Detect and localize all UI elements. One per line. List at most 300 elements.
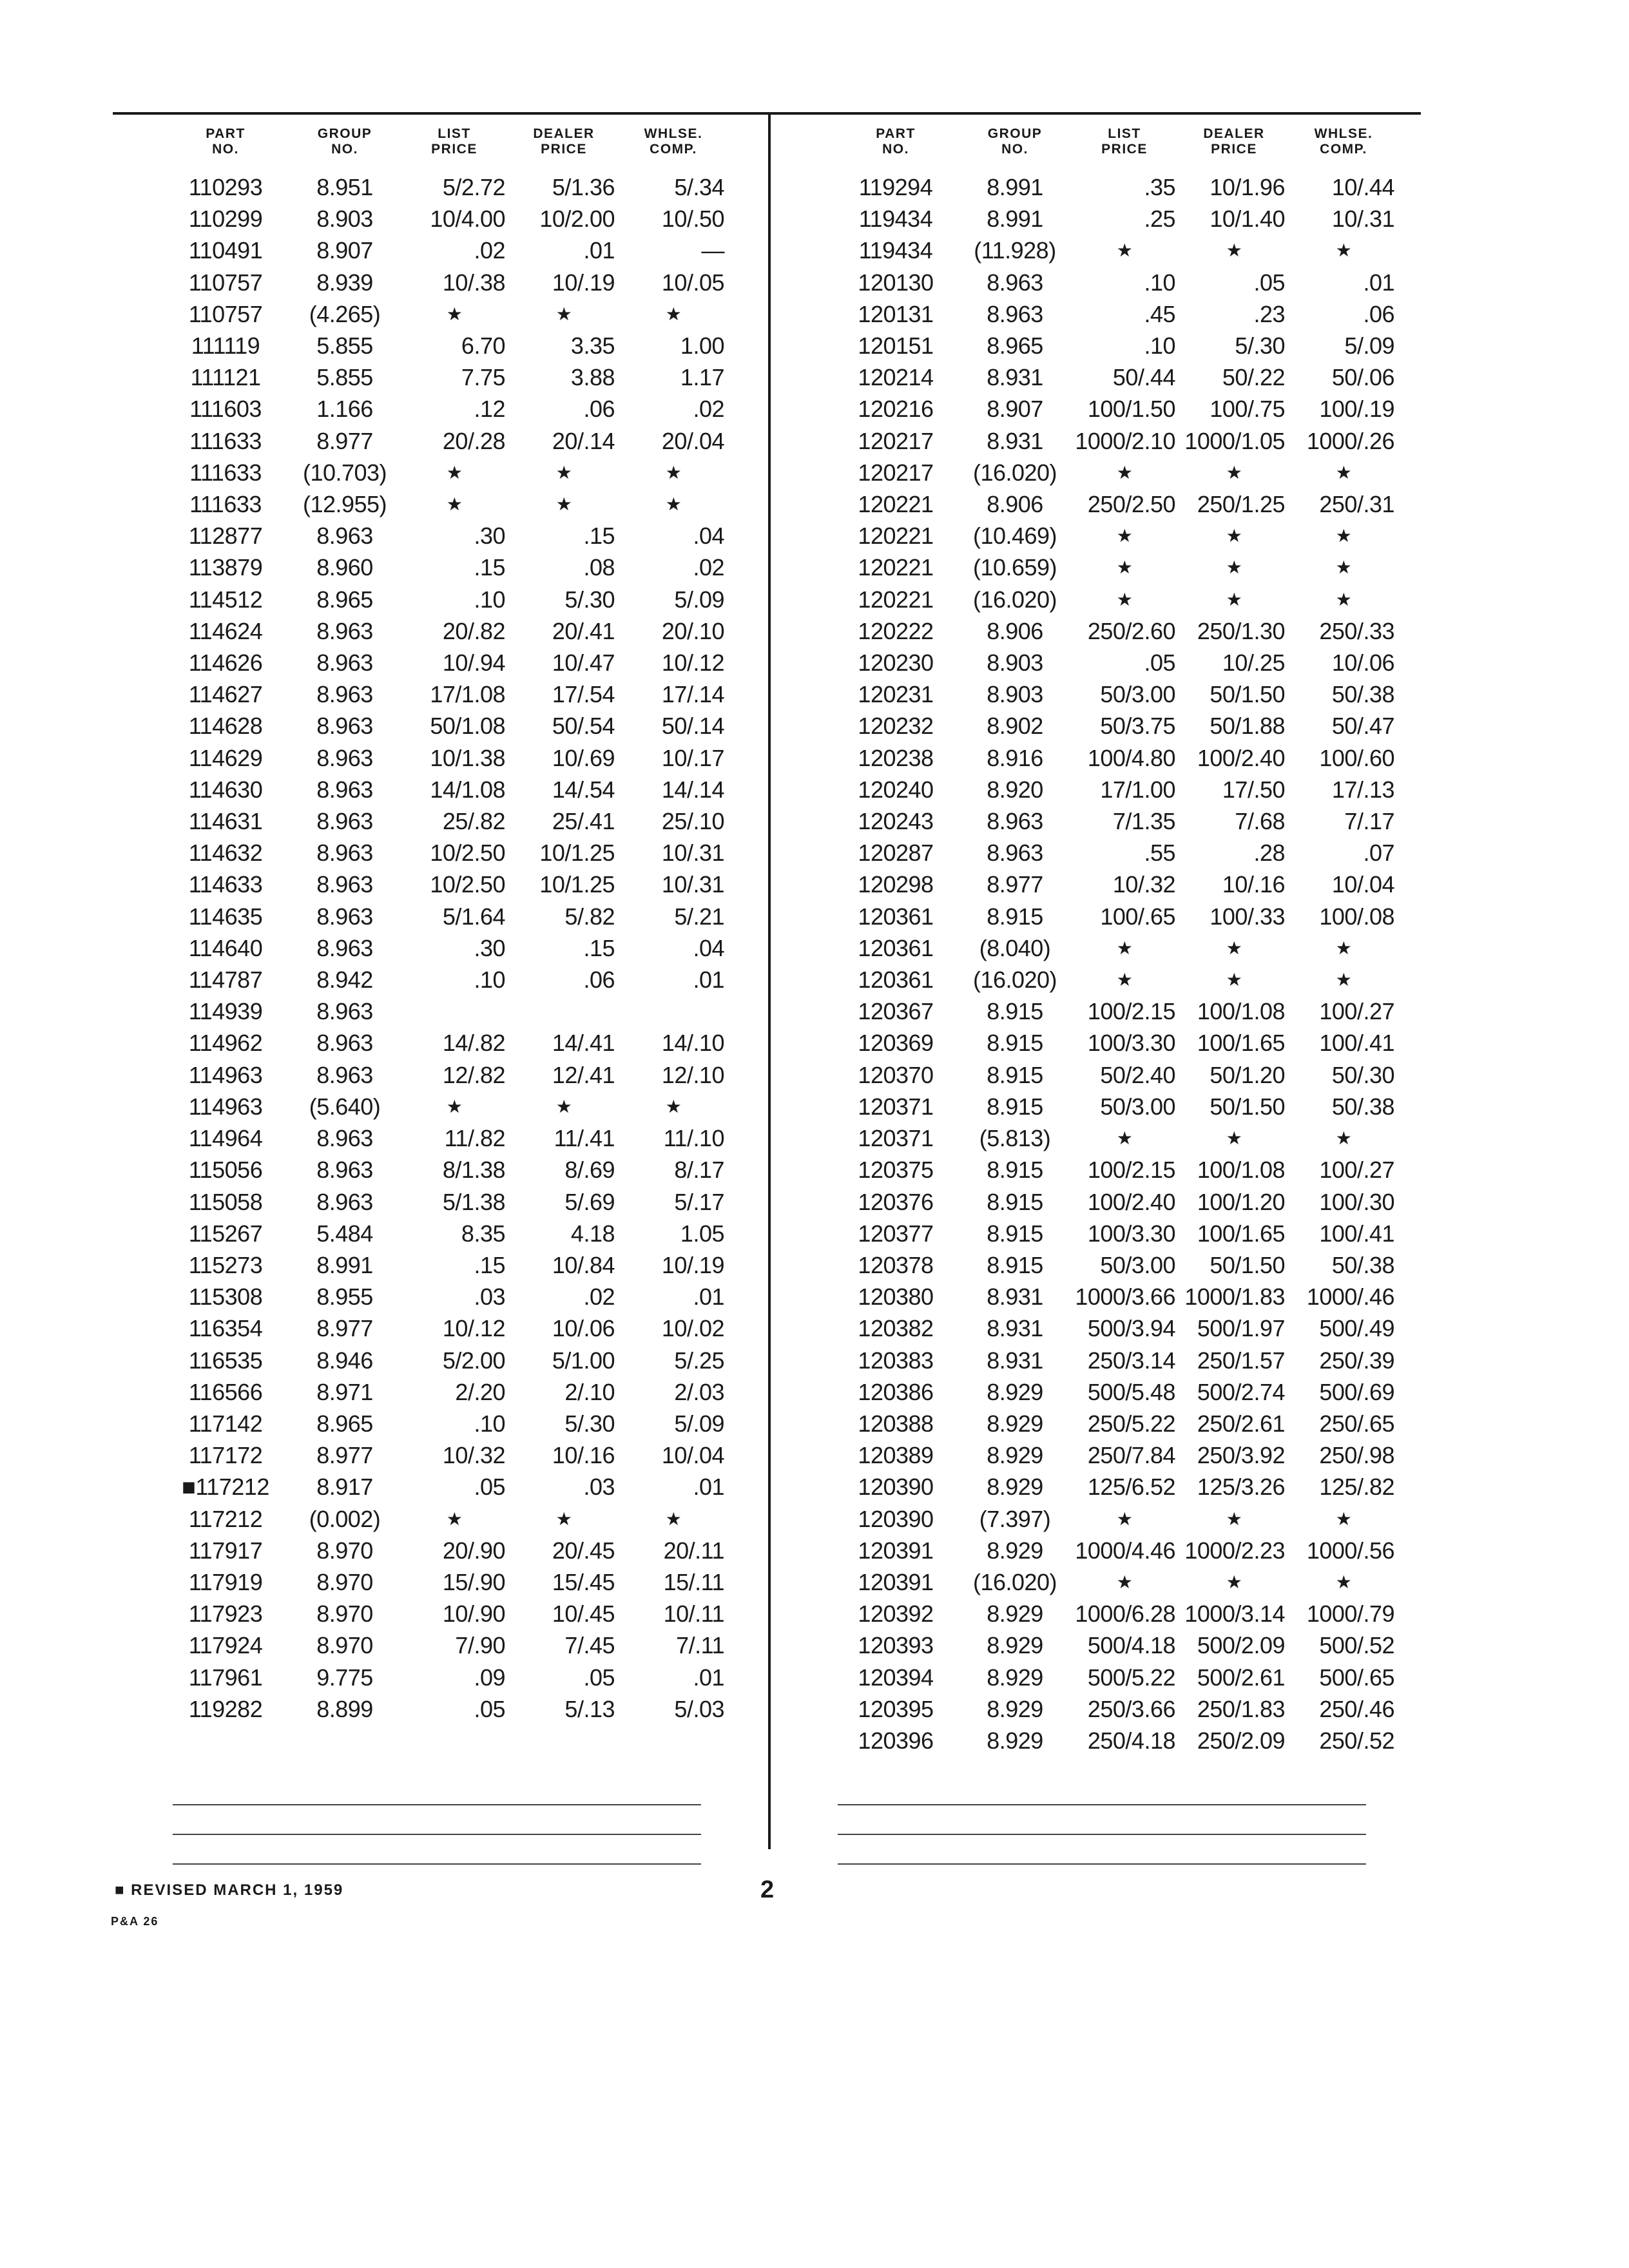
dealer-price-cell: 10/.16 <box>552 1442 615 1469</box>
table-row <box>831 837 1398 869</box>
dealer-price-cell: 250/1.83 <box>1197 1695 1285 1722</box>
whlse-comp-cell: 1.17 <box>680 364 724 391</box>
group-no-cell: 8.963 <box>316 744 373 771</box>
part-no-cell: 117212 <box>188 1505 263 1532</box>
table-row <box>831 774 1398 805</box>
group-no-cell: 8.903 <box>316 206 373 233</box>
group-no-cell: 8.970 <box>316 1537 373 1564</box>
part-no-cell: 120392 <box>858 1600 934 1628</box>
table-row <box>831 742 1398 774</box>
list-price-cell: .10 <box>474 586 505 613</box>
whlse-comp-cell: 50/.14 <box>661 713 724 740</box>
group-no-cell: 9.775 <box>316 1664 373 1691</box>
dealer-price-cell: 5/.13 <box>564 1695 615 1722</box>
group-no-cell: 8.915 <box>987 1251 1043 1278</box>
whlse-comp-header: WHLSE. COMP. <box>1314 126 1373 157</box>
group-no-cell: 8.991 <box>987 174 1043 200</box>
group-no-cell: 8.963 <box>316 713 373 740</box>
table-row <box>831 1725 1398 1756</box>
whlse-comp-cell: 100/.19 <box>1319 396 1394 423</box>
group-no-header: GROUP NO. <box>987 126 1043 157</box>
part-no-cell: 120382 <box>858 1315 934 1342</box>
header-row <box>831 126 1398 171</box>
group-no-cell: 8.963 <box>316 1157 373 1184</box>
group-no-cell: 5.855 <box>316 364 373 391</box>
table-row <box>831 488 1398 520</box>
list-price-cell: .15 <box>474 554 505 581</box>
part-no-cell: 120361 <box>858 966 934 994</box>
table-row <box>161 1598 728 1629</box>
table-row <box>161 869 728 900</box>
part-no-cell: 120390 <box>858 1474 934 1501</box>
list-price-cell: 7/1.35 <box>1112 808 1175 835</box>
group-no-cell: 8.963 <box>316 617 373 644</box>
part-no-cell: 111119 <box>191 332 260 360</box>
table-row <box>161 647 728 678</box>
table-row <box>831 1503 1398 1535</box>
table-row <box>831 1693 1398 1725</box>
table-row <box>831 298 1398 330</box>
group-no-cell: 8.929 <box>987 1727 1043 1754</box>
table-row <box>161 1629 728 1661</box>
dealer-price-cell: ★ <box>555 1508 572 1529</box>
list-price-cell: 50/2.40 <box>1100 1061 1175 1088</box>
list-price-cell: 10/1.38 <box>430 744 505 771</box>
table-row <box>831 805 1398 837</box>
group-no-cell: (12.955) <box>302 491 387 518</box>
list-price-cell: 14/1.08 <box>430 776 505 803</box>
right-table-body <box>831 171 1398 1756</box>
whlse-comp-cell: 500/.65 <box>1319 1664 1394 1691</box>
list-price-cell: ★ <box>1116 589 1133 610</box>
whlse-comp-cell: .02 <box>693 396 724 423</box>
part-no-cell: 120378 <box>858 1251 934 1278</box>
table-row <box>831 1662 1398 1693</box>
whlse-comp-cell: 10/.02 <box>661 1315 724 1342</box>
table-row <box>831 1154 1398 1186</box>
whlse-comp-cell: 5/.03 <box>674 1695 724 1722</box>
dealer-price-header: DEALER PRICE <box>533 126 595 157</box>
dealer-price-cell: 50/1.88 <box>1210 713 1285 740</box>
whlse-comp-cell: 15/.11 <box>663 1568 724 1595</box>
whlse-comp-cell: 5/.25 <box>674 1347 724 1374</box>
part-no-cell: 120389 <box>858 1442 934 1469</box>
list-price-cell: ★ <box>446 1096 463 1117</box>
whlse-comp-cell: 8/.17 <box>674 1157 724 1184</box>
list-price-cell: 50/3.75 <box>1100 713 1175 740</box>
table-row <box>161 1408 728 1439</box>
table-row <box>161 742 728 774</box>
table-row <box>161 267 728 298</box>
whlse-comp-cell: 20/.10 <box>661 617 724 644</box>
table-row <box>161 1535 728 1566</box>
table-row <box>161 615 728 647</box>
group-no-cell: 8.963 <box>987 300 1043 327</box>
list-price-cell: 10/.94 <box>442 649 505 677</box>
table-row <box>161 1027 728 1059</box>
part-no-cell: 120383 <box>858 1347 934 1374</box>
group-no-cell: 8.929 <box>987 1600 1043 1628</box>
part-no-cell: 114640 <box>188 934 263 961</box>
header-row <box>161 126 728 171</box>
whlse-comp-cell: 250/.65 <box>1319 1410 1394 1437</box>
table-row <box>831 520 1398 552</box>
part-no-cell: 114629 <box>188 744 263 771</box>
list-price-cell: .45 <box>1144 300 1175 327</box>
whlse-comp-cell: 11/.10 <box>663 1125 724 1152</box>
list-price-cell: 20/.82 <box>442 617 505 644</box>
group-no-cell: 8.929 <box>987 1695 1043 1722</box>
part-no-cell: 120221 <box>858 554 934 581</box>
list-price-cell: 25/.82 <box>442 808 505 835</box>
part-no-cell: 120214 <box>858 364 934 391</box>
dealer-price-cell: 3.35 <box>570 332 615 360</box>
table-row <box>831 1439 1398 1471</box>
part-no-cell: 114631 <box>188 808 263 835</box>
part-no-cell: 117924 <box>188 1632 263 1659</box>
group-no-cell: 8.963 <box>316 808 373 835</box>
part-no-cell: 120131 <box>858 300 934 327</box>
part-no-cell: 114964 <box>188 1125 263 1152</box>
group-no-cell: 5.484 <box>316 1220 373 1247</box>
list-price-cell: 50/3.00 <box>1100 1251 1175 1278</box>
dealer-price-cell: 7/.45 <box>564 1632 615 1659</box>
part-no-cell: 120221 <box>858 491 934 518</box>
whlse-comp-cell: 20/.04 <box>661 427 724 454</box>
list-price-cell: ★ <box>446 462 463 483</box>
whlse-comp-cell: ★ <box>1335 970 1352 990</box>
left-price-column <box>161 126 728 1725</box>
whlse-comp-cell: 100/.41 <box>1319 1220 1394 1247</box>
list-price-cell: ★ <box>1116 1508 1133 1529</box>
dealer-price-cell: 50/1.50 <box>1210 1093 1285 1120</box>
group-no-cell: 8.963 <box>987 269 1043 296</box>
group-no-header: GROUP NO. <box>317 126 372 157</box>
part-no-cell: 120243 <box>858 808 934 835</box>
dealer-price-cell: 1000/3.14 <box>1184 1600 1285 1628</box>
table-row <box>161 1154 728 1186</box>
part-no-cell: 114939 <box>188 998 263 1025</box>
dealer-price-cell: 50/1.20 <box>1210 1061 1285 1088</box>
dealer-price-header: DEALER PRICE <box>1203 126 1265 157</box>
whlse-comp-cell: 17/.14 <box>661 681 724 708</box>
group-no-cell: 8.929 <box>987 1632 1043 1659</box>
part-no-cell: 114630 <box>188 776 263 803</box>
table-row <box>161 1471 728 1503</box>
whlse-comp-cell: 10/.44 <box>1331 174 1394 200</box>
dealer-price-cell: 10/1.25 <box>539 871 615 898</box>
blank-rule <box>838 1834 1366 1835</box>
whlse-comp-cell: 14/.14 <box>661 776 724 803</box>
list-price-cell: 1000/6.28 <box>1075 1600 1175 1628</box>
dealer-price-cell: 50/1.50 <box>1210 681 1285 708</box>
table-row <box>161 995 728 1027</box>
dealer-price-cell: 50/.54 <box>552 713 615 740</box>
part-no-cell: 111633 <box>189 427 262 454</box>
whlse-comp-cell: 50/.47 <box>1331 713 1394 740</box>
list-price-cell: .10 <box>1144 269 1175 296</box>
group-no-cell: 8.963 <box>316 871 373 898</box>
column-divider <box>768 115 771 1849</box>
whlse-comp-cell: 10/.31 <box>1331 206 1394 233</box>
list-price-cell: ★ <box>1116 970 1133 990</box>
table-row <box>161 901 728 932</box>
group-no-cell: 8.970 <box>316 1568 373 1595</box>
table-row <box>831 425 1398 457</box>
list-price-cell: 250/2.60 <box>1087 617 1175 644</box>
part-no-cell: 116535 <box>188 1347 263 1374</box>
part-no-header: PART NO. <box>206 126 246 157</box>
list-price-cell: 6.70 <box>461 332 505 360</box>
table-row <box>831 1281 1398 1312</box>
list-price-cell: 250/7.84 <box>1087 1442 1175 1469</box>
dealer-price-cell: .06 <box>583 396 615 423</box>
table-row <box>831 235 1398 266</box>
dealer-price-cell: 100/.33 <box>1210 903 1285 930</box>
page-number: 2 <box>760 1876 775 1903</box>
dealer-price-cell: .02 <box>583 1283 615 1311</box>
list-price-cell: ★ <box>1116 557 1133 578</box>
list-price-cell: .02 <box>474 237 505 264</box>
list-price-cell: 20/.90 <box>442 1537 505 1564</box>
dealer-price-cell: ★ <box>1226 970 1242 990</box>
dealer-price-cell: 20/.41 <box>552 617 615 644</box>
part-no-cell: 112877 <box>188 523 263 550</box>
blank-rule <box>838 1863 1366 1865</box>
group-no-cell: 8.963 <box>316 840 373 867</box>
table-row <box>831 393 1398 425</box>
part-no-cell: 120221 <box>858 586 934 613</box>
list-price-cell: 500/5.48 <box>1087 1378 1175 1405</box>
whlse-comp-cell: 10/.31 <box>661 871 724 898</box>
whlse-comp-cell: 100/.30 <box>1319 1188 1394 1215</box>
part-no-cell: 120361 <box>858 903 934 930</box>
whlse-comp-cell: .01 <box>693 1283 724 1311</box>
part-no-cell: 119294 <box>858 174 933 200</box>
dealer-price-cell: 100/1.65 <box>1197 1030 1285 1057</box>
table-row <box>161 805 728 837</box>
whlse-comp-cell: .02 <box>693 554 724 581</box>
table-row <box>161 1503 728 1535</box>
table-row <box>161 837 728 869</box>
table-row <box>831 1376 1398 1408</box>
group-no-cell: 8.917 <box>316 1474 373 1501</box>
group-no-cell: 8.906 <box>987 491 1043 518</box>
dealer-price-cell: 1000/1.05 <box>1184 427 1285 454</box>
table-row <box>831 995 1398 1027</box>
group-no-cell: 8.991 <box>987 206 1043 233</box>
table-row <box>161 1281 728 1312</box>
whlse-comp-cell: 7/.11 <box>676 1632 724 1659</box>
group-no-cell: 8.955 <box>316 1283 373 1311</box>
whlse-comp-cell: 250/.46 <box>1319 1695 1394 1722</box>
whlse-comp-cell: 50/.38 <box>1331 1093 1394 1120</box>
blank-rule <box>173 1834 701 1835</box>
list-price-cell: .05 <box>474 1474 505 1501</box>
whlse-comp-cell: 25/.10 <box>661 808 724 835</box>
group-no-cell: 8.929 <box>987 1410 1043 1437</box>
dealer-price-cell: ★ <box>555 462 572 483</box>
group-no-cell: 8.902 <box>987 713 1043 740</box>
table-row <box>161 425 728 457</box>
part-no-cell: 113879 <box>188 554 263 581</box>
dealer-price-cell: 100/2.40 <box>1197 744 1285 771</box>
whlse-comp-cell: .01 <box>693 1474 724 1501</box>
part-no-cell: 120395 <box>858 1695 934 1722</box>
group-no-cell: (5.640) <box>309 1093 381 1120</box>
part-no-cell: 120232 <box>858 713 934 740</box>
part-no-cell: 110757 <box>188 300 263 327</box>
whlse-comp-cell: 250/.33 <box>1319 617 1394 644</box>
part-no-cell: 114626 <box>188 649 263 677</box>
whlse-comp-cell: 10/.19 <box>661 1251 724 1278</box>
group-no-cell: 8.946 <box>316 1347 373 1374</box>
dealer-price-cell: 10/.69 <box>552 744 615 771</box>
list-price-cell: 12/.82 <box>442 1061 505 1088</box>
list-price-cell: 1000/3.66 <box>1075 1283 1175 1311</box>
table-row <box>831 1408 1398 1439</box>
group-no-cell: 8.929 <box>987 1664 1043 1691</box>
whlse-comp-cell: 12/.10 <box>661 1061 724 1088</box>
part-no-cell: 120222 <box>858 617 934 644</box>
dealer-price-cell: 10/.06 <box>552 1315 615 1342</box>
group-no-cell: 8.963 <box>316 523 373 550</box>
whlse-comp-cell: 10/.04 <box>1331 871 1394 898</box>
group-no-cell: 8.915 <box>987 1093 1043 1120</box>
list-price-cell: .10 <box>474 966 505 994</box>
table-row <box>831 932 1398 964</box>
table-row <box>831 1249 1398 1281</box>
whlse-comp-cell: 500/.52 <box>1319 1632 1394 1659</box>
dealer-price-cell: .05 <box>583 1664 615 1691</box>
group-no-cell: (10.469) <box>972 523 1057 550</box>
list-price-cell: .09 <box>474 1664 505 1691</box>
dealer-price-cell: 100/1.65 <box>1197 1220 1285 1247</box>
list-price-cell: 10/.12 <box>442 1315 505 1342</box>
group-no-cell: 8.965 <box>987 332 1043 360</box>
dealer-price-cell: 25/.41 <box>552 808 615 835</box>
part-no-cell: 114963 <box>188 1061 263 1088</box>
whlse-comp-cell: 1000/.46 <box>1306 1283 1394 1311</box>
table-row <box>831 457 1398 488</box>
dealer-price-cell: 10/.25 <box>1222 649 1285 677</box>
table-row <box>161 235 728 266</box>
part-no-cell: 120361 <box>858 934 934 961</box>
table-row <box>831 1566 1398 1598</box>
group-no-cell: 8.963 <box>316 903 373 930</box>
dealer-price-cell: 250/1.30 <box>1197 617 1285 644</box>
dealer-price-cell: ★ <box>1226 526 1242 546</box>
table-row <box>161 1249 728 1281</box>
group-no-cell: (16.020) <box>972 459 1057 486</box>
dealer-price-cell: 4.18 <box>570 1220 615 1247</box>
part-no-cell: 116566 <box>188 1378 263 1405</box>
dealer-price-cell: 11/.41 <box>554 1125 615 1152</box>
group-no-cell: 8.903 <box>987 649 1043 677</box>
dealer-price-cell: ★ <box>1226 1508 1242 1529</box>
table-row <box>831 1186 1398 1218</box>
part-no-cell: 120371 <box>858 1125 934 1152</box>
list-price-cell: 17/1.00 <box>1100 776 1175 803</box>
table-row <box>161 1662 728 1693</box>
part-no-cell: 120393 <box>858 1632 934 1659</box>
dealer-price-cell: 500/2.09 <box>1197 1632 1285 1659</box>
group-no-cell: 8.960 <box>316 554 373 581</box>
group-no-cell: 8.929 <box>987 1442 1043 1469</box>
list-price-cell: .25 <box>1144 206 1175 233</box>
dealer-price-cell <box>509 995 619 1027</box>
table-row <box>161 298 728 330</box>
part-no-cell: 117142 <box>188 1410 263 1437</box>
table-row <box>831 901 1398 932</box>
part-no-cell: 115058 <box>188 1188 263 1215</box>
group-no-cell: 5.855 <box>316 332 373 360</box>
table-row <box>831 267 1398 298</box>
dealer-price-cell: .08 <box>583 554 615 581</box>
table-row <box>831 361 1398 393</box>
dealer-price-cell: 10/.16 <box>1222 871 1285 898</box>
part-no-cell: 114963 <box>188 1093 263 1120</box>
whlse-comp-cell: 10/.31 <box>661 840 724 867</box>
dealer-price-cell: 1000/2.23 <box>1184 1537 1285 1564</box>
list-price-cell: 10/.32 <box>442 1442 505 1469</box>
group-no-cell: 8.991 <box>316 1251 373 1278</box>
group-no-cell: 8.971 <box>316 1378 373 1405</box>
table-row <box>161 1186 728 1218</box>
part-no-cell: 120388 <box>858 1410 934 1437</box>
table-row <box>161 710 728 742</box>
whlse-comp-cell: ★ <box>1335 526 1352 546</box>
whlse-comp-cell: .04 <box>693 523 724 550</box>
group-no-cell: 8.963 <box>987 840 1043 867</box>
group-no-cell: 8.951 <box>316 174 373 200</box>
dealer-price-cell: 10/.47 <box>552 649 615 677</box>
list-price-cell: 10/2.50 <box>430 840 505 867</box>
part-no-cell: 111603 <box>189 396 262 423</box>
group-no-cell: 8.939 <box>316 269 373 296</box>
list-price-cell: 100/2.15 <box>1087 1157 1175 1184</box>
part-no-cell: 120238 <box>858 744 934 771</box>
list-price-cell: ★ <box>446 303 463 324</box>
whlse-comp-cell: 1000/.56 <box>1306 1537 1394 1564</box>
list-price-cell: 10/2.50 <box>430 871 505 898</box>
whlse-comp-cell: 5/.09 <box>674 586 724 613</box>
list-price-cell: 8.35 <box>461 1220 505 1247</box>
table-row <box>831 171 1398 203</box>
dealer-price-cell: 250/1.57 <box>1197 1347 1285 1374</box>
whlse-comp-cell: 2/.03 <box>674 1378 724 1405</box>
part-no-cell: 120376 <box>858 1188 934 1215</box>
part-no-cell: 119282 <box>188 1695 263 1722</box>
dealer-price-cell: 10/2.00 <box>539 206 615 233</box>
dealer-price-cell: 250/2.61 <box>1197 1410 1285 1437</box>
table-row <box>831 1122 1398 1154</box>
list-price-cell: 50/3.00 <box>1100 681 1175 708</box>
list-price-cell: 500/5.22 <box>1087 1664 1175 1691</box>
group-no-cell: 8.963 <box>316 649 373 677</box>
list-price-cell: ★ <box>1116 462 1133 483</box>
group-no-cell: 8.965 <box>316 1410 373 1437</box>
list-price-cell: 7.75 <box>461 364 505 391</box>
dealer-price-cell: 3.88 <box>570 364 615 391</box>
whlse-comp-cell: 10/.05 <box>661 269 724 296</box>
part-no-cell: 120130 <box>858 269 934 296</box>
dealer-price-cell: .28 <box>1253 840 1285 867</box>
dealer-price-cell: 10/1.25 <box>539 840 615 867</box>
dealer-price-cell: 20/.45 <box>552 1537 615 1564</box>
list-price-cell: 50/3.00 <box>1100 1093 1175 1120</box>
list-price-cell: 1000/2.10 <box>1075 427 1175 454</box>
